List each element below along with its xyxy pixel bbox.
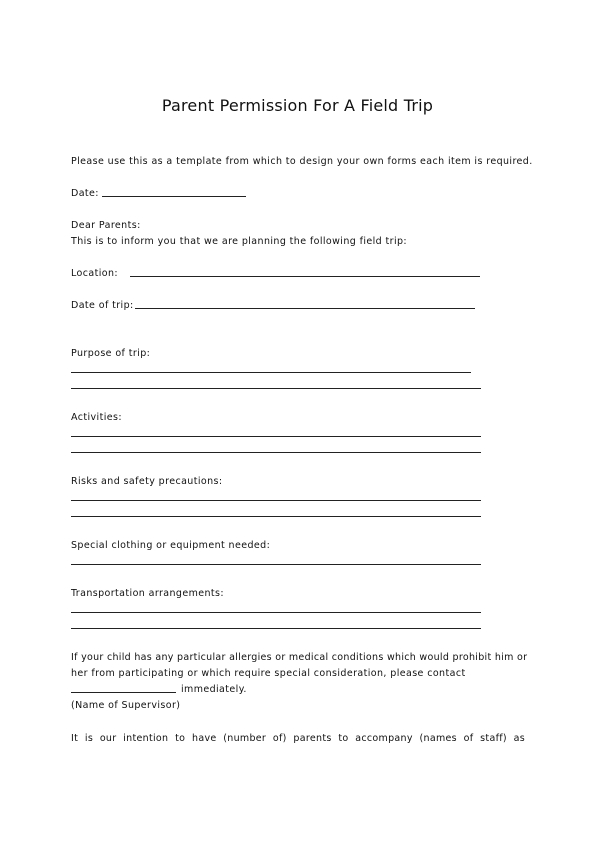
date-of-trip-field[interactable] — [135, 308, 475, 309]
inform-text: This is to inform you that we are planning the following field trip: — [71, 236, 408, 247]
page-title: Parent Permission For A Field Trip — [161, 96, 434, 115]
transport-label: Transportation arrangements: — [71, 588, 224, 599]
allergy-text-1: If your child has any particular allergies or medical conditions which would prohibit him or — [71, 652, 528, 663]
purpose-label: Purpose of trip: — [71, 348, 151, 359]
risks-field-1[interactable] — [71, 500, 481, 501]
allergy-paragraph-line-2: her from participating or which require special consideration, please contact — [71, 668, 466, 679]
risks-field-2[interactable] — [71, 516, 481, 517]
clothing-field[interactable] — [71, 564, 481, 565]
allergy-paragraph-line-3: immediately. — [181, 684, 247, 695]
activities-field-1[interactable] — [71, 436, 481, 437]
clothing-label: Special clothing or equipment needed: — [71, 540, 271, 551]
intro-text: Please use this as a template from which to design your own forms each item is required. — [71, 156, 533, 167]
purpose-field-1[interactable] — [71, 372, 471, 373]
location-label: Location: — [71, 268, 118, 279]
supervisor-note: (Name of Supervisor) — [71, 700, 181, 711]
location-field[interactable] — [130, 276, 480, 277]
transport-field-1[interactable] — [71, 612, 481, 613]
activities-field-2[interactable] — [71, 452, 481, 453]
supervisor-field[interactable] — [71, 692, 176, 693]
allergy-paragraph-line-1 — [71, 652, 528, 663]
transport-field-2[interactable] — [71, 628, 481, 629]
date-of-trip-label: Date of trip: — [71, 300, 134, 311]
intention-text: It is our intention to have (number of) parents to accompany (names of staff) as — [71, 733, 525, 744]
date-field[interactable] — [102, 196, 246, 197]
intention-line — [71, 734, 525, 744]
greeting-text: Dear Parents: — [71, 220, 141, 231]
purpose-field-2[interactable] — [71, 388, 481, 389]
date-label: Date: — [71, 188, 99, 199]
activities-label: Activities: — [71, 412, 122, 423]
risks-label: Risks and safety precautions: — [71, 476, 223, 487]
